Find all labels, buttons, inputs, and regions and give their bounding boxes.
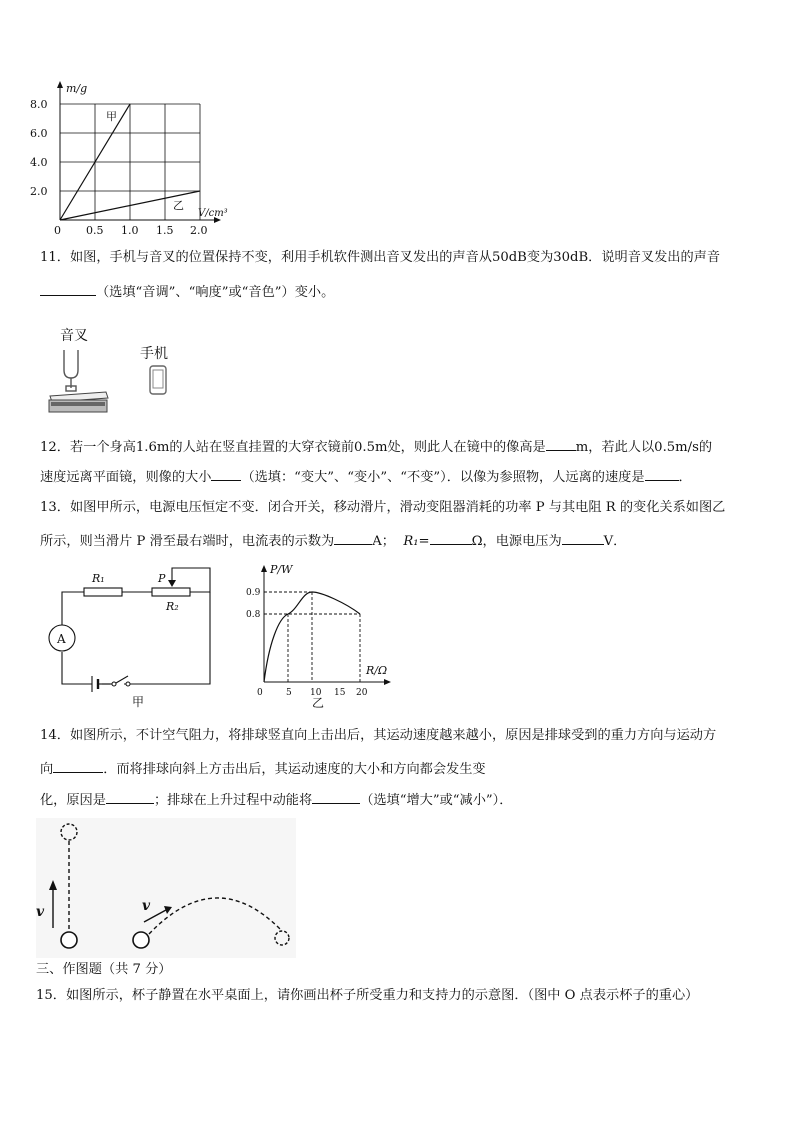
answer-blank[interactable]: [53, 758, 103, 773]
graph-axes: [57, 81, 221, 223]
series-label-jia: 甲: [106, 110, 117, 123]
q13-line2: [40, 530, 626, 552]
q14-text-e: （选填“增大”或“减小”）．: [360, 793, 513, 808]
q12-line2: [40, 466, 692, 488]
x-axis-label: V/cm³: [198, 208, 228, 219]
switch-icon: [112, 676, 130, 686]
y-axis-label: m/g: [66, 82, 88, 95]
slider-arrow-icon: [168, 580, 176, 587]
answer-blank[interactable]: [546, 436, 576, 451]
q13-text-e: V．: [603, 534, 627, 549]
q12-text-e: ．: [678, 470, 692, 485]
x-tick-label: 5: [286, 688, 292, 698]
x-tick-label: 0.5: [86, 224, 104, 237]
x-tick-label: 1.0: [121, 224, 139, 237]
q14-line2: [40, 758, 486, 780]
battery-icon: [92, 676, 98, 692]
ball-start-icon: [61, 932, 77, 948]
x-tick-label: 2.0: [190, 224, 208, 237]
velocity-label: v: [36, 904, 45, 920]
q12-text-d: （选填：“变大”、“变小”、“不变”）．以像为参照物，人远离的速度是: [241, 470, 645, 485]
q14-text-b: ．而将排球向斜上方击出后，其运动速度的大小和方向都会发生变: [103, 762, 486, 777]
graph-caption: 乙: [312, 696, 325, 710]
answer-blank[interactable]: [334, 530, 372, 545]
q13-text-a: 所示，则当滑片 P 滑至最右端时，电流表的示数为: [40, 534, 335, 549]
x-tick-label: 0: [54, 224, 61, 237]
answer-blank[interactable]: [106, 789, 154, 804]
series-label-yi: 乙: [173, 199, 184, 212]
ammeter-label: A: [57, 632, 66, 646]
graph-guide-lines: [264, 592, 360, 682]
y-tick-label: 0.9: [246, 588, 261, 598]
circuit-diagram: [40, 562, 220, 712]
answer-blank[interactable]: [645, 466, 679, 481]
answer-blank[interactable]: [40, 281, 96, 296]
answer-blank[interactable]: [211, 466, 241, 481]
q11-line2: [40, 281, 334, 303]
q14-line3: [40, 789, 512, 811]
q11-line2-text: （选填“音调”、“响度”或“音色”）变小。: [96, 285, 335, 300]
answer-blank[interactable]: [430, 530, 472, 545]
y-tick-label: 2.0: [30, 185, 48, 198]
r2-label: R₂: [166, 600, 179, 613]
q12-text-b: m，若此人以0.5m/s的: [575, 440, 713, 455]
resonance-box-icon: [49, 392, 108, 412]
q14-text-a: 向: [40, 762, 54, 777]
y-axis-arrow-icon: [57, 81, 63, 88]
y-tick-label: 4.0: [30, 156, 48, 169]
q12-line1: [40, 436, 712, 458]
q13-text-d: Ω，电源电压为: [471, 534, 562, 549]
resistor-r2: [152, 588, 190, 596]
tuning-fork-label: 音叉: [60, 328, 88, 344]
x-tick-label: 1.5: [156, 224, 174, 237]
phone-icon: [150, 366, 166, 394]
q14-text-c: 化，原因是: [40, 793, 106, 808]
q15-text: 15．如图所示，杯子静置在水平桌面上，请你画出杯子所受重力和支持力的示意图．（图中 O 点表示杯子的重心）: [36, 988, 699, 1003]
y-tick-label: 8.0: [30, 98, 48, 111]
circuit-caption: 甲: [132, 695, 145, 709]
q13-text-b: A；: [372, 534, 395, 549]
circuit-wires: [62, 568, 210, 684]
x-tick-label: 15: [334, 688, 346, 698]
x-axis-label: R/Ω: [366, 664, 388, 677]
tuning-fork-icon: [64, 350, 78, 391]
section-title: 三、作图题（共 7 分）: [36, 962, 172, 977]
q14-line1: 14．如图所示，不计空气阻力，将排球竖直向上击出后，其运动速度越来越小，原因是排球受到的重力方向与运动方: [40, 728, 717, 743]
x-tick-label: 0: [257, 688, 263, 698]
answer-blank[interactable]: [312, 789, 360, 804]
slider-p-label: P: [158, 572, 166, 585]
q12-text-a: 12．若一个身高1.6m的人站在竖直挂置的大穿衣镜前0.5m处，则此人在镜中的像高是: [40, 440, 546, 455]
y-tick-label: 6.0: [30, 127, 48, 140]
q13-text-c: R₁=: [403, 534, 430, 549]
tuning-fork-phone-figure: [44, 322, 194, 418]
x-axis-arrow-icon: [384, 679, 391, 685]
phone-label: 手机: [140, 346, 168, 362]
q12-text-c: 速度远离平面镜，则像的大小: [40, 470, 212, 485]
mass-volume-graph: [30, 78, 240, 238]
q11-line1: 11．如图，手机与音叉的位置保持不变，利用手机软件测出音叉发出的声音从50dB变为30dB．说明音叉发出的声音: [40, 250, 721, 265]
y-axis-label: P/W: [270, 563, 293, 576]
x-tick-label: 10: [310, 688, 322, 698]
power-resistance-graph: [244, 562, 394, 712]
volleyball-trajectory-figure: [36, 818, 296, 958]
r1-label: R₁: [92, 572, 105, 585]
q14-text-d: ；排球在上升过程中动能将: [153, 793, 313, 808]
q13-line1: 13．如图甲所示，电源电压恒定不变．闭合开关，移动滑片，滑动变阻器消耗的功率 P 与其电阻 R 的变化关系如图乙: [40, 500, 726, 515]
answer-blank[interactable]: [562, 530, 604, 545]
velocity-label: v: [142, 898, 151, 914]
x-tick-label: 20: [356, 688, 368, 698]
y-axis-arrow-icon: [261, 565, 267, 572]
ball-launch-icon: [133, 932, 149, 948]
y-tick-label: 0.8: [246, 610, 261, 620]
resistor-r1: [84, 588, 122, 596]
